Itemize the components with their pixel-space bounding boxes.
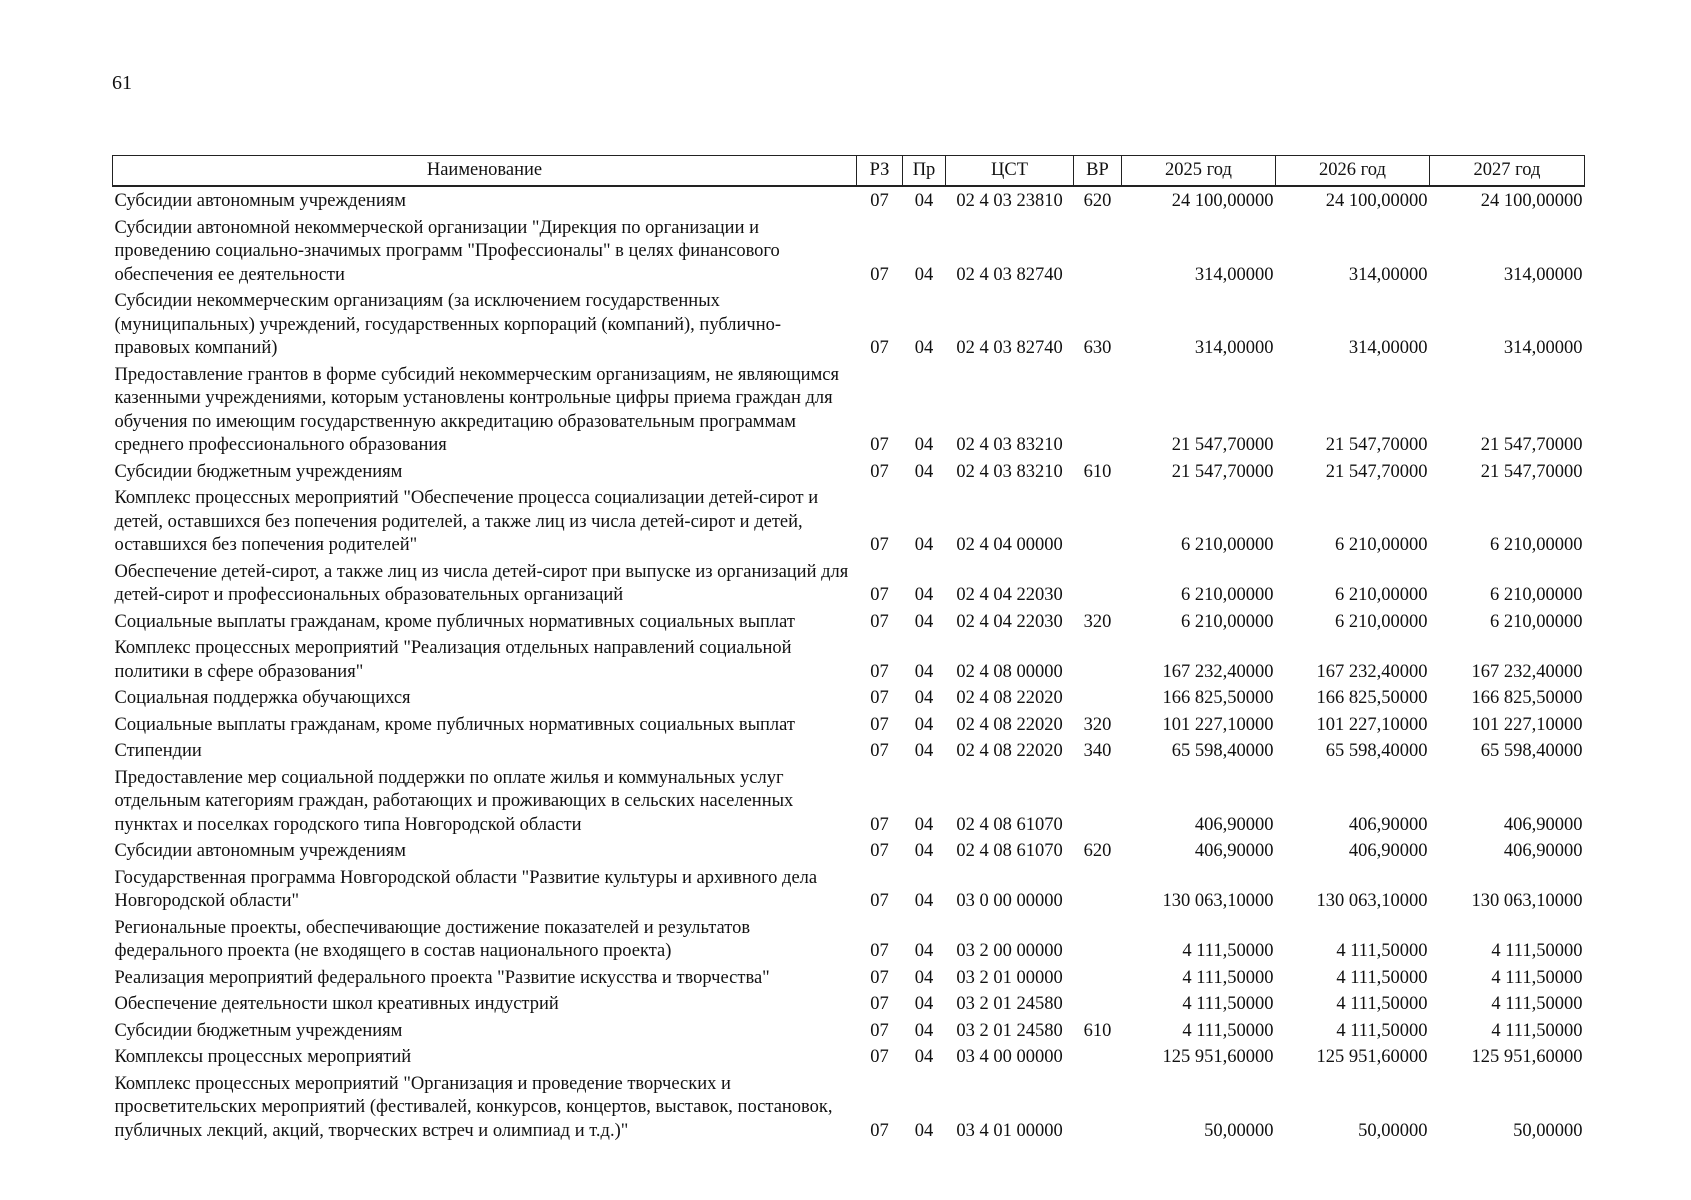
cell-cst: 02 4 03 83210 — [956, 461, 1063, 482]
cell-name: Субсидии автономной некоммерческой организации "Дирекция по организации и проведению социально-значимых программ "Профессионалы" в целях финансового обеспечения ее деятельности — [114, 217, 780, 285]
cell-y2027: 314,00000 — [1503, 264, 1583, 285]
table-row — [113, 634, 1585, 684]
cell-y2027: 6 210,00000 — [1490, 611, 1583, 632]
cell-y2025: 101 227,10000 — [1162, 714, 1274, 735]
header-pr: Пр — [903, 156, 946, 187]
cell-pr: 04 — [914, 611, 934, 632]
cell-rz: 07 — [870, 264, 889, 285]
table-row — [113, 361, 1585, 458]
cell-y2027: 6 210,00000 — [1490, 585, 1583, 605]
cell-y2027: 406,90000 — [1503, 841, 1583, 861]
cell-vr — [1074, 634, 1122, 684]
cell-rz: 07 — [870, 461, 889, 482]
cell-y2026: 4 111,50000 — [1336, 1020, 1428, 1041]
table-row — [113, 764, 1585, 838]
cell-y2026: 21 547,70000 — [1325, 435, 1428, 455]
cell-y2025: 406,90000 — [1194, 814, 1274, 835]
table-row — [113, 287, 1585, 361]
cell-y2025: 4 111,50000 — [1182, 994, 1274, 1014]
cell-name: Комплексы процессных мероприятий — [114, 1047, 412, 1067]
cell-pr: 04 — [914, 1047, 934, 1067]
cell-y2027: 4 111,50000 — [1491, 994, 1583, 1014]
cell-vr: 340 — [1083, 741, 1112, 761]
table-row — [113, 737, 1585, 764]
cell-name: Реализация мероприятий федерального проекта "Развитие искусства и творчества" — [114, 967, 770, 988]
cell-rz: 07 — [870, 967, 889, 988]
cell-cst: 02 4 04 00000 — [956, 535, 1063, 555]
cell-rz: 07 — [870, 535, 889, 555]
cell-name: Социальные выплаты гражданам, кроме публичных нормативных социальных выплат — [114, 714, 795, 735]
cell-name: Субсидии бюджетным учреждениям — [114, 461, 403, 482]
cell-cst: 02 4 03 82740 — [956, 338, 1063, 358]
cell-cst: 02 4 03 82740 — [956, 264, 1063, 285]
cell-y2025: 125 951,60000 — [1162, 1047, 1274, 1067]
cell-rz: 07 — [870, 891, 889, 911]
header-2025: 2025 год — [1122, 156, 1276, 187]
cell-y2027: 24 100,00000 — [1480, 191, 1583, 211]
table-row — [113, 484, 1585, 558]
cell-pr: 04 — [914, 994, 934, 1014]
cell-y2027: 130 063,10000 — [1471, 891, 1583, 911]
cell-y2026: 24 100,00000 — [1325, 191, 1428, 211]
cell-pr: 04 — [914, 535, 934, 555]
cell-pr: 04 — [914, 1020, 934, 1041]
cell-y2026: 314,00000 — [1348, 338, 1428, 358]
cell-pr: 04 — [914, 967, 934, 988]
cell-vr: 620 — [1083, 191, 1112, 211]
cell-y2027: 4 111,50000 — [1491, 967, 1583, 988]
cell-y2026: 125 951,60000 — [1316, 1047, 1428, 1067]
cell-y2026: 50,00000 — [1358, 1120, 1428, 1141]
cell-pr: 04 — [914, 741, 934, 761]
table-row — [113, 558, 1585, 608]
header-vr: ВР — [1074, 156, 1122, 187]
cell-rz: 07 — [870, 688, 889, 708]
cell-y2027: 21 547,70000 — [1480, 435, 1583, 455]
cell-cst: 02 4 03 83210 — [956, 435, 1063, 455]
cell-y2025: 314,00000 — [1194, 264, 1274, 285]
cell-vr — [1074, 864, 1122, 914]
cell-y2025: 65 598,40000 — [1171, 741, 1274, 761]
cell-cst: 02 4 08 61070 — [956, 841, 1063, 861]
header-2027: 2027 год — [1430, 156, 1585, 187]
cell-y2025: 21 547,70000 — [1171, 461, 1274, 482]
cell-vr — [1074, 964, 1122, 991]
cell-y2026: 21 547,70000 — [1325, 461, 1428, 482]
cell-rz: 07 — [870, 191, 889, 211]
cell-y2025: 6 210,00000 — [1181, 585, 1274, 605]
cell-y2027: 167 232,40000 — [1471, 661, 1583, 682]
cell-cst: 02 4 04 22030 — [956, 585, 1063, 605]
table-row — [113, 864, 1585, 914]
cell-rz: 07 — [870, 994, 889, 1014]
cell-y2025: 406,90000 — [1194, 841, 1274, 861]
cell-y2025: 4 111,50000 — [1182, 941, 1274, 961]
cell-pr: 04 — [914, 1120, 934, 1141]
cell-cst: 02 4 08 00000 — [956, 661, 1063, 682]
cell-vr: 320 — [1083, 611, 1112, 632]
cell-rz: 07 — [870, 585, 889, 605]
header-rz: РЗ — [857, 156, 903, 187]
cell-y2026: 101 227,10000 — [1316, 714, 1428, 735]
cell-name: Предоставление грантов в форме субсидий некоммерческим организациям, не являющимся казенными учреждениями, которым установлены контрольные цифры приема граждан для обучения по имеющим государственную аккредитацию образовательным программам среднего профессионального образования — [114, 364, 839, 455]
cell-vr — [1074, 684, 1122, 711]
cell-y2026: 167 232,40000 — [1316, 661, 1428, 682]
cell-pr: 04 — [914, 661, 934, 682]
cell-y2026: 6 210,00000 — [1335, 535, 1428, 555]
cell-cst: 03 2 00 00000 — [956, 941, 1063, 961]
budget-table — [112, 155, 1585, 1143]
cell-vr — [1074, 214, 1122, 288]
cell-rz: 07 — [870, 1020, 889, 1041]
table-header — [113, 156, 1585, 187]
cell-cst: 02 4 03 23810 — [956, 191, 1063, 211]
cell-cst: 02 4 08 22020 — [956, 714, 1063, 735]
table-row — [113, 837, 1585, 864]
cell-y2026: 406,90000 — [1348, 814, 1428, 835]
table-row — [113, 711, 1585, 738]
cell-vr: 620 — [1083, 841, 1112, 861]
cell-y2026: 4 111,50000 — [1336, 967, 1428, 988]
cell-pr: 04 — [914, 264, 934, 285]
cell-name: Предоставление мер социальной поддержки по оплате жилья и коммунальных услуг отдельным категориям граждан, работающих и проживающих в сельских населенных пунктах и поселках городского типа Новгородской области — [114, 767, 794, 835]
cell-vr — [1074, 914, 1122, 964]
cell-y2027: 50,00000 — [1513, 1120, 1583, 1141]
cell-y2025: 4 111,50000 — [1182, 1020, 1274, 1041]
cell-y2026: 130 063,10000 — [1316, 891, 1428, 911]
cell-y2027: 125 951,60000 — [1471, 1047, 1583, 1067]
cell-rz: 07 — [870, 814, 889, 835]
cell-vr: 320 — [1083, 714, 1112, 735]
cell-y2027: 4 111,50000 — [1491, 941, 1583, 961]
cell-y2027: 166 825,50000 — [1471, 688, 1583, 708]
cell-pr: 04 — [914, 461, 934, 482]
page-number: 61 — [112, 72, 132, 94]
cell-rz: 07 — [870, 435, 889, 455]
cell-rz: 07 — [870, 611, 889, 632]
cell-pr: 04 — [914, 191, 934, 211]
cell-y2025: 167 232,40000 — [1162, 661, 1274, 682]
table-row — [113, 1070, 1585, 1144]
table-row — [113, 684, 1585, 711]
cell-name: Комплекс процессных мероприятий "Организация и проведение творческих и просветительских мероприятий (фестивалей, конкурсов, концертов, выставок, постановок, публичных лекций, акций, творческих встреч и олимпиад и т.д.)" — [114, 1073, 833, 1141]
cell-cst: 03 2 01 24580 — [956, 994, 1063, 1014]
cell-pr: 04 — [914, 688, 934, 708]
table-row — [113, 186, 1585, 214]
cell-y2025: 50,00000 — [1204, 1120, 1274, 1141]
cell-name: Комплекс процессных мероприятий "Обеспечение процесса социализации детей-сирот и детей, оставшихся без попечения родителей, а также лиц из числа детей-сирот и детей, оставшихся без попечения родителей" — [114, 488, 819, 555]
cell-cst: 02 4 08 22020 — [956, 741, 1063, 761]
header-cst: ЦСТ — [946, 156, 1074, 187]
cell-pr: 04 — [914, 585, 934, 605]
cell-pr: 04 — [914, 435, 934, 455]
cell-name: Социальные выплаты гражданам, кроме публичных нормативных социальных выплат — [114, 611, 795, 632]
cell-y2027: 21 547,70000 — [1480, 461, 1583, 482]
cell-vr — [1074, 1070, 1122, 1144]
cell-rz: 07 — [870, 338, 889, 358]
cell-pr: 04 — [914, 338, 934, 358]
header-2026: 2026 год — [1276, 156, 1430, 187]
cell-cst: 03 4 00 00000 — [956, 1047, 1063, 1067]
cell-cst: 03 2 01 24580 — [956, 1020, 1063, 1041]
cell-rz: 07 — [870, 741, 889, 761]
header-name: Наименование — [113, 156, 857, 187]
cell-y2027: 314,00000 — [1503, 338, 1583, 358]
cell-y2026: 166 825,50000 — [1316, 688, 1428, 708]
cell-y2027: 406,90000 — [1503, 814, 1583, 835]
cell-cst: 02 4 08 61070 — [956, 814, 1063, 835]
cell-cst: 03 4 01 00000 — [956, 1120, 1063, 1141]
cell-y2025: 6 210,00000 — [1181, 535, 1274, 555]
cell-y2025: 130 063,10000 — [1162, 891, 1274, 911]
cell-y2026: 4 111,50000 — [1336, 941, 1428, 961]
cell-pr: 04 — [914, 941, 934, 961]
cell-rz: 07 — [870, 1120, 889, 1141]
cell-vr: 610 — [1083, 1020, 1112, 1041]
cell-name: Обеспечение деятельности школ креативных индустрий — [114, 994, 559, 1014]
table-row — [113, 1017, 1585, 1044]
cell-name: Субсидии бюджетным учреждениям — [114, 1020, 403, 1041]
cell-name: Социальная поддержка обучающихся — [114, 688, 411, 708]
cell-y2026: 4 111,50000 — [1336, 994, 1428, 1014]
cell-y2025: 21 547,70000 — [1171, 435, 1274, 455]
cell-name: Государственная программа Новгородской области "Развитие культуры и архивного дела Новгородской области" — [114, 867, 818, 911]
cell-vr — [1074, 484, 1122, 558]
table-row — [113, 1043, 1585, 1070]
cell-y2026: 6 210,00000 — [1335, 585, 1428, 605]
cell-name: Региональные проекты, обеспечивающие достижение показателей и результатов федерального проекта (не входящего в состав национального проекта) — [114, 917, 751, 961]
cell-vr: 630 — [1083, 338, 1112, 358]
table-row — [113, 608, 1585, 635]
cell-vr — [1074, 1043, 1122, 1070]
cell-vr — [1074, 558, 1122, 608]
cell-y2026: 406,90000 — [1348, 841, 1428, 861]
cell-cst: 03 2 01 00000 — [956, 967, 1063, 988]
cell-y2026: 6 210,00000 — [1335, 611, 1428, 632]
cell-cst: 03 0 00 00000 — [956, 891, 1063, 911]
cell-rz: 07 — [870, 941, 889, 961]
cell-y2027: 65 598,40000 — [1480, 741, 1583, 761]
cell-name: Стипендии — [114, 741, 202, 761]
cell-y2026: 65 598,40000 — [1325, 741, 1428, 761]
cell-name: Обеспечение детей-сирот, а также лиц из числа детей-сирот при выпуске из организаций для детей-сирот и профессиональных образовательных организаций — [114, 561, 849, 605]
table-body — [113, 186, 1585, 1143]
cell-name: Комплекс процессных мероприятий "Реализация отдельных направлений социальной политики в сфере образования" — [114, 638, 792, 682]
table-row — [113, 914, 1585, 964]
cell-rz: 07 — [870, 1047, 889, 1067]
table-row — [113, 214, 1585, 288]
table-row — [113, 458, 1585, 485]
cell-name: Субсидии автономным учреждениям — [114, 841, 406, 861]
budget-table-container — [112, 155, 1584, 1143]
cell-y2025: 4 111,50000 — [1182, 967, 1274, 988]
cell-y2025: 6 210,00000 — [1181, 611, 1274, 632]
cell-y2027: 4 111,50000 — [1491, 1020, 1583, 1041]
cell-name: Субсидии некоммерческим организациям (за исключением государственных (муниципальных) учреждений, государственных корпораций (компаний), публично-правовых компаний) — [114, 291, 782, 358]
cell-vr — [1074, 990, 1122, 1017]
cell-rz: 07 — [870, 841, 889, 861]
cell-vr — [1074, 764, 1122, 838]
cell-cst: 02 4 04 22030 — [956, 611, 1063, 632]
cell-vr — [1074, 361, 1122, 458]
cell-y2025: 314,00000 — [1194, 338, 1274, 358]
cell-pr: 04 — [914, 714, 934, 735]
cell-pr: 04 — [914, 814, 934, 835]
cell-name: Субсидии автономным учреждениям — [114, 191, 406, 211]
cell-y2025: 166 825,50000 — [1162, 688, 1274, 708]
cell-pr: 04 — [914, 841, 934, 861]
cell-vr: 610 — [1083, 461, 1112, 482]
cell-y2027: 6 210,00000 — [1490, 535, 1583, 555]
table-row — [113, 964, 1585, 991]
table-row — [113, 990, 1585, 1017]
cell-rz: 07 — [870, 714, 889, 735]
cell-y2025: 24 100,00000 — [1171, 191, 1274, 211]
cell-y2026: 314,00000 — [1348, 264, 1428, 285]
cell-y2027: 101 227,10000 — [1471, 714, 1583, 735]
cell-cst: 02 4 08 22020 — [956, 688, 1063, 708]
cell-pr: 04 — [914, 891, 934, 911]
cell-rz: 07 — [870, 661, 889, 682]
